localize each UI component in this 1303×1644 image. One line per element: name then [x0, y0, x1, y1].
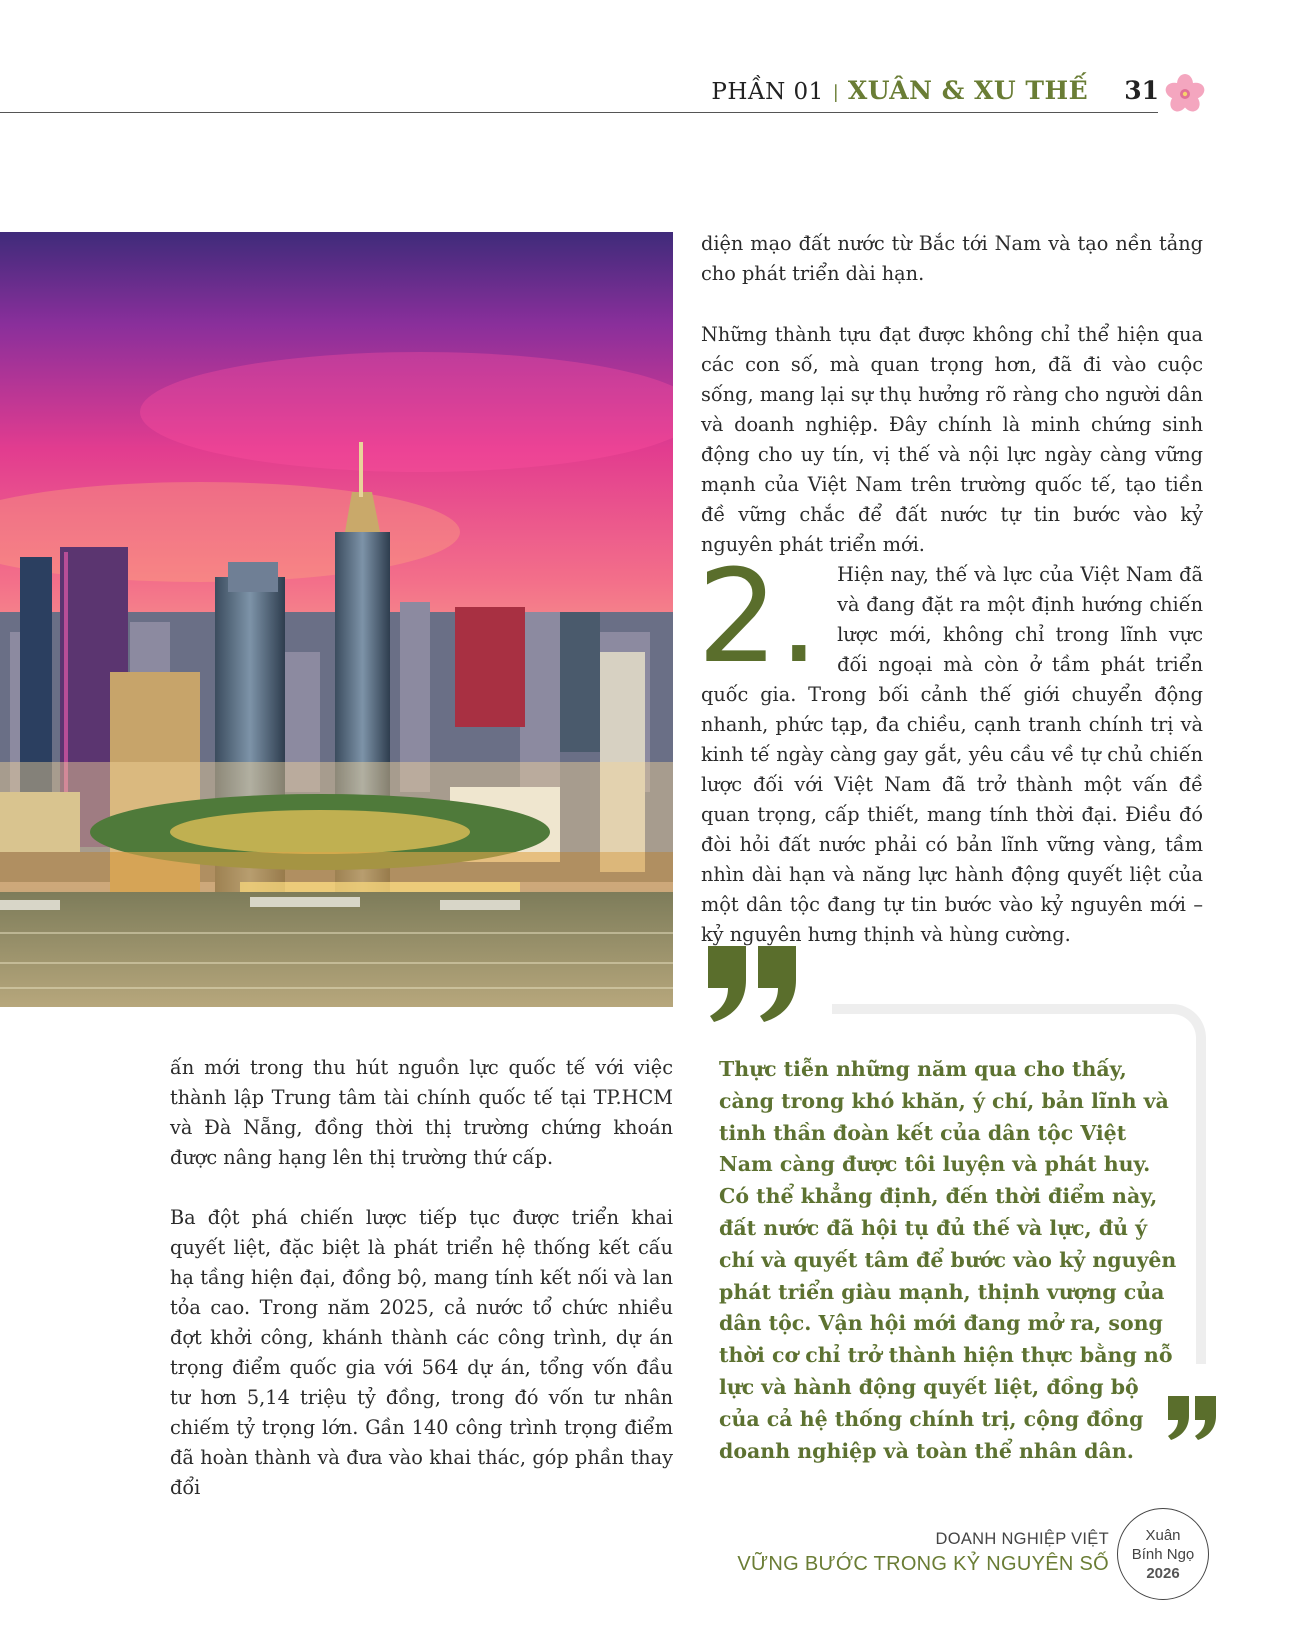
paragraph-achievements: Những thành tựu đạt được không chỉ thể hiện qua các con số, mà quan trọng hơn, đã đi vào cuộc sống, mang lại sự thụ hưởng rõ ràng cho người dân và doanh nghiệp. Đây chính là minh chứng sinh động cho uy tín, vị thế và nội lực ngày càng vững mạnh của Việt Nam trên trường quốc tế, tạo tiền đề vững chắc để đất nước tự tin bước vào kỷ nguyên phát triển mới.	[701, 323, 1203, 556]
close-quote-icon	[1166, 1396, 1218, 1440]
badge-line-2: Bính Ngọ	[1131, 1546, 1195, 1563]
paragraph-finance-center: ấn mới trong thu hút nguồn lực quốc tế với việc thành lập Trung tâm tài chính quốc tế tại TP.HCM và Đà Nẵng, đồng thời thị trường chứng khoán được nâng hạng lên thị trường thứ cấp.	[170, 1056, 673, 1169]
edition-badge	[1117, 1508, 1209, 1600]
badge-year: 2026	[1146, 1565, 1180, 1582]
header-divider	[0, 112, 1158, 113]
paragraph-section-2	[697, 543, 1203, 950]
paragraph-continuation: diện mạo đất nước từ Bắc tới Nam và tạo nền tảng cho phát triển dài hạn.	[701, 232, 1203, 285]
drop-cap-number: 2.	[697, 543, 820, 692]
page-number: 31	[1124, 76, 1159, 105]
open-quote-icon	[704, 946, 800, 1022]
footer-title	[737, 1530, 1109, 1576]
cherry-blossom-icon	[1165, 74, 1205, 114]
section-theme: XUÂN & XU THẾ	[847, 76, 1089, 105]
paragraph-section-2-text: Hiện nay, thế và lực của Việt Nam đã và đang đặt ra một định hướng chiến lược mới, không chỉ trong lĩnh vực đối ngoại mà còn ở tầm phát triển quốc gia. Trong bối cảnh thế giới chuyển động nhanh, phức tạp, đa chiều, cạnh tranh chính trị và kinh tế ngày càng gay gắt, yêu cầu về tự chủ chiến lược đối với Việt Nam đã trở thành một vấn đề quan trọng, cấp thiết, mang tính thời đại. Điều đó đòi hỏi đất nước phải có bản lĩnh vững vàng, tầm nhìn dài hạn và năng lực hành động quyết liệt của một dân tộc đang tự tin bước vào kỷ nguyên mới – kỷ nguyên hưng thịnh và hùng cường.	[701, 563, 1203, 946]
header-separator: |	[832, 82, 839, 103]
footer-line-2: VỮNG BƯỚC TRONG KỶ NGUYÊN SỐ	[737, 1553, 1109, 1575]
footer-line-1: DOANH NGHIỆP VIỆT	[935, 1530, 1109, 1548]
section-label: PHẦN 01	[711, 79, 824, 105]
paragraph-infrastructure: Ba đột phá chiến lược tiếp tục được triển khai quyết liệt, đặc biệt là phát triển hệ thống kết cấu hạ tầng hiện đại, đồng bộ, mang tính kết nối và lan tỏa cao. Trong năm 2025, cả nước tổ chức nhiều đợt khởi công, khánh thành các công trình, dự án trọng điểm quốc gia với 564 dự án, tổng vốn đầu tư hơn 5,14 triệu tỷ đồng, trong đó vốn tư nhân chiếm tỷ trọng lớn. Gần 140 công trình trọng điểm đã hoàn thành và đưa vào khai thác, góp phần thay đổi	[170, 1206, 673, 1499]
page-header	[711, 76, 1159, 105]
city-skyline-photo	[0, 232, 673, 1007]
quote-text: Thực tiễn những năm qua cho thấy, càng trong khó khăn, ý chí, bản lĩnh và tinh thần đoàn kết của dân tộc Việt Nam càng được tôi luyện và phát huy. Có thể khẳng định, đến thời điểm này, đất nước đã hội tụ đủ thế và lực, đủ ý chí và quyết tâm để bước vào kỷ nguyên phát triển giàu mạnh, thịnh vượng của dân tộc. Vận hội mới đang mở ra, song thời cơ chỉ trở thành hiện thực bằng nỗ lực và hành động quyết liệt, đồng bộ của cả hệ thống chính trị, cộng đồng doanh nghiệp và toàn thể nhân dân.	[719, 1057, 1177, 1463]
badge-line-1: Xuân	[1145, 1527, 1181, 1544]
